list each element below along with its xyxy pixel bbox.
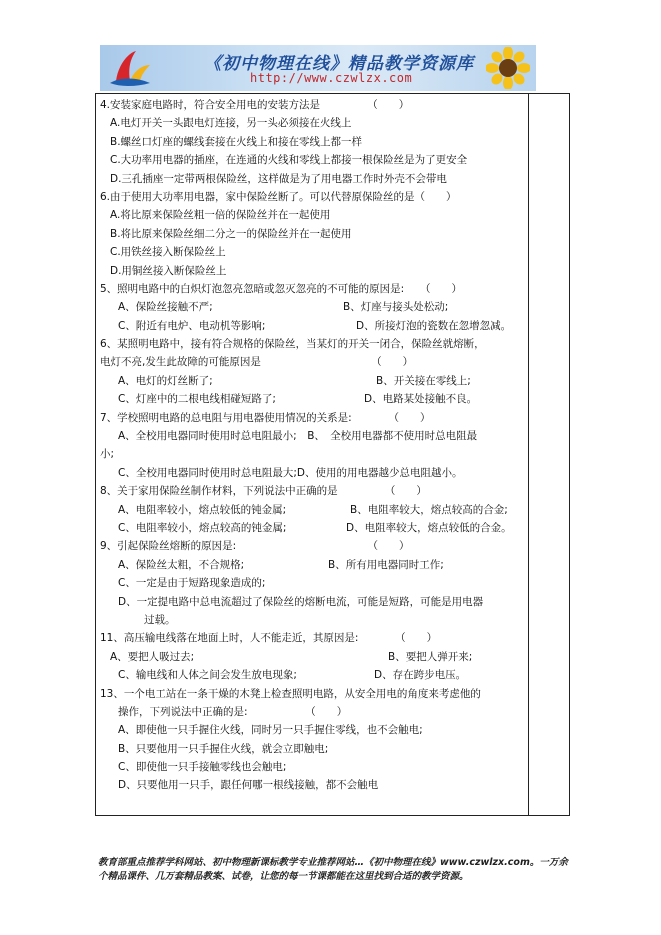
option-line: D、只要他用一只手，跟任何哪一根线接触，都不会触电	[118, 779, 379, 792]
option-right: D、所接灯泡的瓷数在忽增忽减。	[356, 319, 512, 332]
option-right: D、电路某处接触不良。	[364, 393, 478, 406]
option-right: B、灯座与接头处松动;	[343, 301, 449, 314]
option-line: A、即使他一只手握住火线，同时另一只手握住零线，也不会触电;	[118, 724, 423, 737]
question-text: 4.安装家庭电路时，符合安全用电的安装方法是 （ ）	[100, 99, 410, 111]
option-left: A、电灯的灯丝断了;	[118, 374, 213, 387]
question-text: 13、一个电工站在一条干燥的木凳上检查照明电路，从安全用电的角度来考虑他的	[100, 687, 481, 700]
sunflower-icon	[486, 47, 530, 89]
question-list	[100, 96, 525, 795]
page-footer	[98, 856, 568, 884]
option-left: A、保险丝接触不严;	[118, 301, 213, 314]
footer-line: 个精品课件、几万套精品教案、试卷，让您的每一节课都能在这里找到合适的教学资源。	[98, 871, 469, 882]
option-left: C、电阻率较小，熔点较高的钝金属;	[118, 521, 287, 534]
option-line: C、即使他一只手接触零线也会触电;	[118, 761, 287, 774]
option-line: B、只要他用一只手握住火线，就会立即触电;	[118, 742, 329, 755]
question-text: 6.由于使用大功率用电器，家中保险丝断了。可以代替原保险丝的是（ ）	[100, 190, 457, 203]
option-line: B.螺丝口灯座的螺线套接在火线上和接在零线上都一样	[110, 135, 363, 148]
option-line: C.用铁丝接入断保险丝上	[110, 246, 226, 259]
option-line: 小;	[100, 448, 115, 461]
column-divider	[528, 93, 529, 816]
option-right: B、开关接在零线上;	[376, 374, 471, 387]
option-row	[100, 298, 525, 316]
option-line: D、一定提电路中总电流超过了保险丝的熔断电流，可能是短路，可能是用电器	[118, 595, 484, 608]
option-line: C、一定是由于短路现象造成的;	[118, 577, 266, 590]
option-line: C.大功率用电器的插座，在连通的火线和零线上都接一根保险丝是为了更安全	[110, 154, 468, 167]
option-right: B、电阻率较大，熔点较高的合金;	[350, 503, 508, 516]
option-row	[100, 390, 525, 408]
option-left: C、附近有电炉、电动机等影响;	[118, 319, 266, 332]
footer-line: 教育部重点推荐学科网站、初中物理新课标教学专业推荐网站…《初中物理在线》www.czwlzx.com。一万余	[98, 857, 568, 868]
question-text: 8、关于家用保险丝制作材料，下列说法中正确的是 （ ）	[100, 485, 427, 498]
option-row	[100, 372, 525, 390]
option-right: D、存在跨步电压。	[374, 669, 467, 682]
option-line: C、全校用电器同时使用时总电阻最大;D、使用的用电器越少总电阻越小。	[118, 466, 463, 479]
option-line: A、全校用电器同时使用时总电阻最小; B、 全校用电器都不使用时总电阻最	[118, 430, 478, 443]
option-right: B、所有用电器同时工作;	[328, 558, 444, 571]
option-right: B、要把人弹开来;	[388, 650, 473, 663]
question-text-cont: 操作，下列说法中正确的是: （ ）	[118, 705, 348, 718]
option-line: A.电灯开关一头跟电灯连接，另一头必须接在火线上	[110, 117, 352, 130]
header-banner	[100, 45, 536, 91]
option-row	[100, 666, 525, 684]
option-line: D.三孔插座一定带两根保险丝，这样做是为了用电器工作时外壳不会带电	[110, 172, 447, 185]
option-row	[100, 648, 525, 666]
option-row	[100, 501, 525, 519]
option-left: A、电阻率较小，熔点较低的钝金属;	[118, 503, 287, 516]
question-text: 11、高压输电线落在地面上时，人不能走近，其原因是: （ ）	[100, 632, 438, 645]
option-left: C、灯座中的二根电线相碰短路了;	[118, 393, 276, 406]
logo-icon	[106, 47, 154, 89]
question-text: 7、学校照明电路的总电阻与用电器使用情况的关系是: （ ）	[100, 411, 431, 424]
question-text: 9、引起保险丝熔断的原因是: （ ）	[100, 540, 410, 553]
option-left: C、输电线和人体之间会发生放电现象;	[118, 669, 297, 682]
option-left: A、保险丝太粗，不合规格;	[118, 558, 245, 571]
option-left: A、要把人吸过去;	[110, 650, 195, 663]
option-row	[100, 519, 525, 537]
question-text-cont: 电灯不亮,发生此故障的可能原因是 （ ）	[100, 356, 414, 369]
banner-url[interactable]: http://www.czwlzx.com	[250, 71, 413, 85]
question-text: 5、照明电路中的白炽灯泡忽亮忽暗或忽灭忽亮的不可能的原因是: （ ）	[100, 282, 462, 295]
option-row	[100, 556, 525, 574]
option-row	[100, 317, 525, 335]
option-line: B.将比原来保险丝细二分之一的保险丝并在一起使用	[110, 227, 352, 240]
option-right: D、电阻率较大，熔点较低的合金。	[346, 521, 512, 534]
option-line: 过载。	[144, 613, 176, 626]
option-line: D.用铜丝接入断保险丝上	[110, 264, 227, 277]
question-text: 6、某照明电路中，接有符合规格的保险丝，当某灯的开关一闭合，保险丝就熔断，	[100, 338, 485, 351]
option-line: A.将比原来保险丝粗一倍的保险丝并在一起使用	[110, 209, 331, 222]
banner-title: 《初中物理在线》精品教学资源库	[204, 54, 474, 74]
